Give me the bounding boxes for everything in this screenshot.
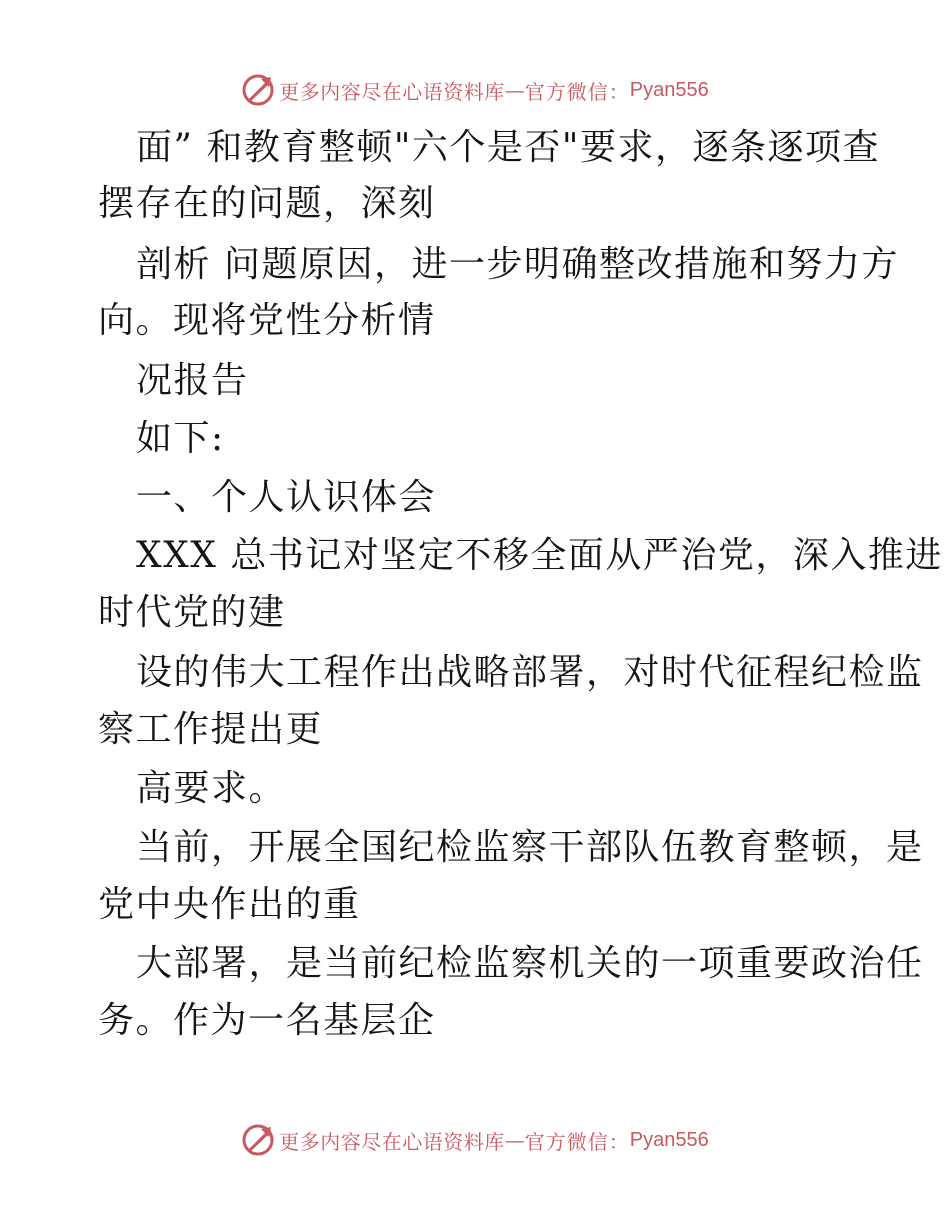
footer-wechat-label: 官方微信： <box>524 1129 630 1154</box>
footer-separator: — <box>504 1128 525 1152</box>
footer-promo-text: 更多内容尽在心语资料库 <box>279 1129 505 1154</box>
body-line: XXX 总书记对坚定不移全面从严治党，深入推进 <box>136 535 943 576</box>
footer-wechat-id: Pyan556 <box>629 1128 709 1151</box>
header-wechat-label: 官方微信： <box>524 79 630 104</box>
header-wechat-id: Pyan556 <box>629 78 709 101</box>
quill-logo-icon <box>241 1123 275 1157</box>
body-line: 摆存在的问题，深刻 <box>98 183 436 224</box>
section-heading: 一、个人认识体会 <box>136 477 437 518</box>
body-line: 大部署，是当前纪检监察机关的一项重要政治任 <box>136 943 924 984</box>
header-banner <box>0 70 950 110</box>
body-line: 剖析 问题原因，进一步明确整改措施和努力方 <box>136 244 899 285</box>
footer-banner <box>0 1120 950 1160</box>
body-line: 察工作提出更 <box>98 709 324 750</box>
body-line: 设的伟大工程作出战略部署，对时代征程纪检监 <box>136 652 924 693</box>
body-line: 向。现将党性分析情 <box>98 300 436 341</box>
body-line: 况报告 <box>136 360 249 401</box>
body-line: 高要求。 <box>136 768 287 809</box>
body-line: 时代党的建 <box>98 592 286 633</box>
body-line: 党中央作出的重 <box>98 884 361 925</box>
body-line: 务。作为一名基层企 <box>98 1000 436 1041</box>
quill-logo-icon <box>241 73 275 107</box>
header-promo-text: 更多内容尽在心语资料库 <box>279 79 505 104</box>
body-line: 面” 和教育整顿"六个是否"要求，逐条逐项查 <box>136 127 880 168</box>
header-separator: — <box>504 78 525 102</box>
body-line: 当前，开展全国纪检监察干部队伍教育整顿，是 <box>136 827 924 868</box>
body-line: 如下: <box>136 418 225 459</box>
